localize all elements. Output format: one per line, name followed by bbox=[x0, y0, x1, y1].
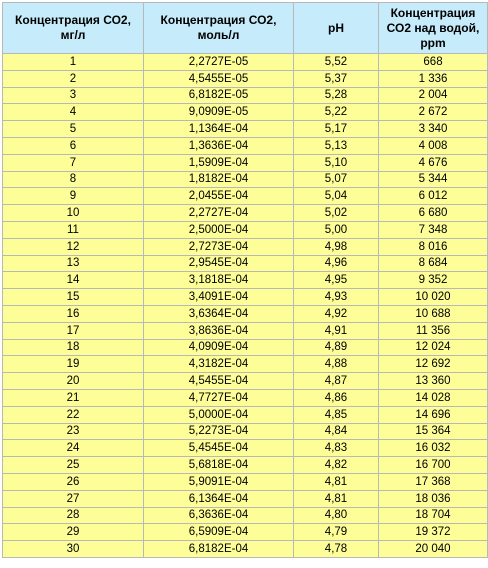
cell-ph: 5,13 bbox=[294, 138, 378, 154]
table-row bbox=[3, 340, 487, 356]
cell-ppm: 19 372 bbox=[379, 524, 487, 540]
cell-mol-l: 3,1818E-04 bbox=[144, 272, 293, 288]
cell-ppm: 10 020 bbox=[379, 289, 487, 305]
cell-mol-l: 3,8636E-04 bbox=[144, 323, 293, 339]
cell-mol-l: 6,1364E-04 bbox=[144, 491, 293, 507]
table-row bbox=[3, 54, 487, 70]
cell-mol-l: 5,4545E-04 bbox=[144, 440, 293, 456]
cell-ph: 4,80 bbox=[294, 508, 378, 524]
table-row bbox=[3, 541, 487, 557]
cell-mol-l: 1,5909E-04 bbox=[144, 155, 293, 171]
cell-mg-l: 15 bbox=[3, 289, 143, 305]
cell-ph: 4,83 bbox=[294, 440, 378, 456]
cell-ppm: 1 336 bbox=[379, 71, 487, 87]
table-row bbox=[3, 491, 487, 507]
cell-mol-l: 4,5455E-04 bbox=[144, 373, 293, 389]
cell-ppm: 2 672 bbox=[379, 104, 487, 120]
cell-ppm: 668 bbox=[379, 54, 487, 70]
cell-mol-l: 5,6818E-04 bbox=[144, 457, 293, 473]
cell-mol-l: 4,5455E-05 bbox=[144, 71, 293, 87]
cell-ppm: 14 696 bbox=[379, 407, 487, 423]
cell-mol-l: 4,0909E-04 bbox=[144, 340, 293, 356]
table-row bbox=[3, 424, 487, 440]
cell-mol-l: 5,2273E-04 bbox=[144, 424, 293, 440]
header-line: pH bbox=[328, 20, 344, 35]
cell-mg-l: 8 bbox=[3, 172, 143, 188]
cell-ppm: 11 356 bbox=[379, 323, 487, 339]
table-row bbox=[3, 222, 487, 238]
header-concentration-mg-l bbox=[3, 3, 143, 53]
cell-mg-l: 14 bbox=[3, 272, 143, 288]
table-row bbox=[3, 138, 487, 154]
cell-mg-l: 3 bbox=[3, 88, 143, 104]
cell-mol-l: 6,8182E-04 bbox=[144, 541, 293, 557]
cell-mg-l: 10 bbox=[3, 205, 143, 221]
cell-ph: 5,00 bbox=[294, 222, 378, 238]
table-row bbox=[3, 272, 487, 288]
table-row bbox=[3, 474, 487, 490]
table-row bbox=[3, 323, 487, 339]
cell-ph: 4,98 bbox=[294, 239, 378, 255]
header-line: мг/л bbox=[60, 28, 86, 42]
table-row bbox=[3, 440, 487, 456]
cell-mg-l: 9 bbox=[3, 188, 143, 204]
cell-ppm: 5 344 bbox=[379, 172, 487, 188]
cell-ppm: 9 352 bbox=[379, 272, 487, 288]
cell-mol-l: 2,9545E-04 bbox=[144, 256, 293, 272]
table-row bbox=[3, 457, 487, 473]
cell-ph: 4,79 bbox=[294, 524, 378, 540]
table-container bbox=[2, 2, 486, 566]
cell-mg-l: 13 bbox=[3, 256, 143, 272]
cell-mg-l: 16 bbox=[3, 306, 143, 322]
cell-ph: 4,92 bbox=[294, 306, 378, 322]
header-concentration-ppm bbox=[379, 3, 487, 53]
cell-mol-l: 1,1364E-04 bbox=[144, 121, 293, 137]
cell-ph: 5,04 bbox=[294, 188, 378, 204]
cell-mol-l: 3,6364E-04 bbox=[144, 306, 293, 322]
cell-mg-l: 2 bbox=[3, 71, 143, 87]
table-row bbox=[3, 524, 487, 540]
cell-ph: 4,86 bbox=[294, 390, 378, 406]
cell-mg-l: 30 bbox=[3, 541, 143, 557]
cell-mg-l: 7 bbox=[3, 155, 143, 171]
cell-mg-l: 4 bbox=[3, 104, 143, 120]
cell-mg-l: 18 bbox=[3, 340, 143, 356]
cell-ph: 5,22 bbox=[294, 104, 378, 120]
header-line: Концентрация СО2, bbox=[160, 13, 277, 27]
cell-ppm: 2 004 bbox=[379, 88, 487, 104]
cell-mol-l: 1,3636E-04 bbox=[144, 138, 293, 154]
table-row bbox=[3, 205, 487, 221]
header-row bbox=[3, 3, 487, 53]
table-row bbox=[3, 88, 487, 104]
cell-mol-l: 6,8182E-05 bbox=[144, 88, 293, 104]
cell-ph: 4,95 bbox=[294, 272, 378, 288]
cell-ppm: 7 348 bbox=[379, 222, 487, 238]
cell-ppm: 18 704 bbox=[379, 508, 487, 524]
header-line: ppm bbox=[420, 35, 446, 50]
cell-mg-l: 23 bbox=[3, 424, 143, 440]
cell-mol-l: 5,9091E-04 bbox=[144, 474, 293, 490]
cell-mol-l: 3,4091E-04 bbox=[144, 289, 293, 305]
cell-ppm: 4 676 bbox=[379, 155, 487, 171]
cell-ph: 4,78 bbox=[294, 541, 378, 557]
cell-ph: 5,37 bbox=[294, 71, 378, 87]
cell-mg-l: 1 bbox=[3, 54, 143, 70]
cell-ph: 4,87 bbox=[294, 373, 378, 389]
cell-mol-l: 6,3636E-04 bbox=[144, 508, 293, 524]
cell-ppm: 10 688 bbox=[379, 306, 487, 322]
co2-ph-table bbox=[2, 2, 488, 558]
cell-ppm: 8 684 bbox=[379, 256, 487, 272]
cell-mol-l: 1,8182E-04 bbox=[144, 172, 293, 188]
cell-ph: 4,81 bbox=[294, 491, 378, 507]
header-concentration-mol-l bbox=[144, 3, 293, 53]
table-row bbox=[3, 71, 487, 87]
cell-ph: 5,10 bbox=[294, 155, 378, 171]
cell-ph: 4,88 bbox=[294, 356, 378, 372]
cell-ph: 5,07 bbox=[294, 172, 378, 188]
cell-ph: 4,85 bbox=[294, 407, 378, 423]
cell-ppm: 12 024 bbox=[379, 340, 487, 356]
table-row bbox=[3, 373, 487, 389]
cell-ph: 4,93 bbox=[294, 289, 378, 305]
cell-ppm: 16 032 bbox=[379, 440, 487, 456]
table-row bbox=[3, 239, 487, 255]
cell-ppm: 13 360 bbox=[379, 373, 487, 389]
table-row bbox=[3, 121, 487, 137]
cell-mg-l: 19 bbox=[3, 356, 143, 372]
cell-ph: 5,02 bbox=[294, 205, 378, 221]
cell-mol-l: 5,0000E-04 bbox=[144, 407, 293, 423]
cell-ph: 4,89 bbox=[294, 340, 378, 356]
header-line: СО2 над водой, bbox=[386, 20, 480, 35]
cell-ppm: 18 036 bbox=[379, 491, 487, 507]
cell-mg-l: 5 bbox=[3, 121, 143, 137]
cell-mol-l: 2,2727E-05 bbox=[144, 54, 293, 70]
cell-mol-l: 4,7727E-04 bbox=[144, 390, 293, 406]
cell-ph: 4,81 bbox=[294, 474, 378, 490]
cell-ph: 4,82 bbox=[294, 457, 378, 473]
cell-ppm: 4 008 bbox=[379, 138, 487, 154]
cell-ppm: 12 692 bbox=[379, 356, 487, 372]
cell-mg-l: 29 bbox=[3, 524, 143, 540]
cell-mol-l: 6,5909E-04 bbox=[144, 524, 293, 540]
cell-mg-l: 26 bbox=[3, 474, 143, 490]
table-row bbox=[3, 256, 487, 272]
cell-ph: 5,17 bbox=[294, 121, 378, 137]
cell-ph: 5,28 bbox=[294, 88, 378, 104]
cell-mol-l: 2,7273E-04 bbox=[144, 239, 293, 255]
cell-mol-l: 2,0455E-04 bbox=[144, 188, 293, 204]
header-line: моль/л bbox=[197, 28, 240, 42]
cell-ppm: 6 012 bbox=[379, 188, 487, 204]
cell-ph: 5,52 bbox=[294, 54, 378, 70]
table-row bbox=[3, 289, 487, 305]
cell-mg-l: 27 bbox=[3, 491, 143, 507]
table-row bbox=[3, 356, 487, 372]
cell-mg-l: 11 bbox=[3, 222, 143, 238]
cell-ppm: 16 700 bbox=[379, 457, 487, 473]
cell-ppm: 6 680 bbox=[379, 205, 487, 221]
cell-ppm: 14 028 bbox=[379, 390, 487, 406]
cell-ppm: 20 040 bbox=[379, 541, 487, 557]
table-row bbox=[3, 172, 487, 188]
cell-mol-l: 2,2727E-04 bbox=[144, 205, 293, 221]
table-row bbox=[3, 188, 487, 204]
cell-mg-l: 21 bbox=[3, 390, 143, 406]
header-ph bbox=[294, 3, 378, 53]
cell-ppm: 8 016 bbox=[379, 239, 487, 255]
table-row bbox=[3, 306, 487, 322]
table-row bbox=[3, 104, 487, 120]
table-row bbox=[3, 407, 487, 423]
table-body bbox=[3, 54, 487, 557]
table-row bbox=[3, 390, 487, 406]
cell-mg-l: 25 bbox=[3, 457, 143, 473]
header-line: Концентрация СО2, bbox=[15, 13, 131, 27]
cell-mg-l: 24 bbox=[3, 440, 143, 456]
cell-ppm: 3 340 bbox=[379, 121, 487, 137]
cell-mg-l: 20 bbox=[3, 373, 143, 389]
cell-mg-l: 6 bbox=[3, 138, 143, 154]
cell-mg-l: 12 bbox=[3, 239, 143, 255]
cell-mg-l: 17 bbox=[3, 323, 143, 339]
cell-mol-l: 2,5000E-04 bbox=[144, 222, 293, 238]
table-row bbox=[3, 155, 487, 171]
cell-mg-l: 22 bbox=[3, 407, 143, 423]
cell-ppm: 15 364 bbox=[379, 424, 487, 440]
cell-mol-l: 9,0909E-05 bbox=[144, 104, 293, 120]
cell-ppm: 17 368 bbox=[379, 474, 487, 490]
cell-ph: 4,91 bbox=[294, 323, 378, 339]
header-line: Концентрация bbox=[390, 5, 476, 20]
cell-mol-l: 4,3182E-04 bbox=[144, 356, 293, 372]
cell-ph: 4,96 bbox=[294, 256, 378, 272]
table-row bbox=[3, 508, 487, 524]
cell-mg-l: 28 bbox=[3, 508, 143, 524]
cell-ph: 4,84 bbox=[294, 424, 378, 440]
